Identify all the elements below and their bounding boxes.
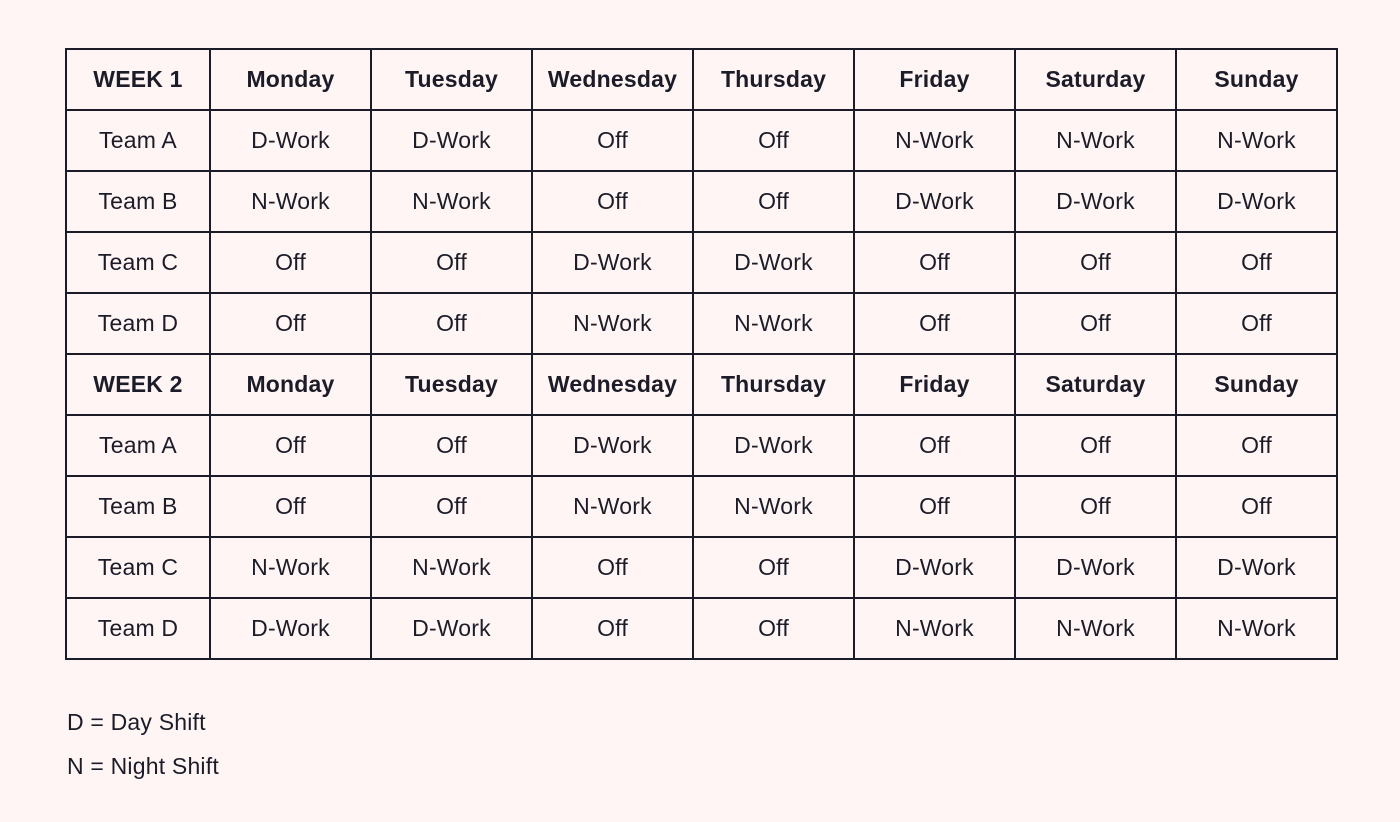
shift-cell: Off xyxy=(371,232,532,293)
day-header: Sunday xyxy=(1176,354,1337,415)
week-header-row xyxy=(66,354,1337,415)
week-label: WEEK 2 xyxy=(66,354,210,415)
shift-cell: Off xyxy=(854,232,1015,293)
shift-cell: Off xyxy=(693,110,854,171)
shift-cell: D-Work xyxy=(1015,171,1176,232)
shift-legend xyxy=(67,700,219,788)
team-name: Team A xyxy=(66,110,210,171)
shift-cell: Off xyxy=(1176,415,1337,476)
shift-cell: N-Work xyxy=(1015,110,1176,171)
team-name: Team B xyxy=(66,171,210,232)
shift-cell: N-Work xyxy=(693,293,854,354)
team-name: Team B xyxy=(66,476,210,537)
day-header: Friday xyxy=(854,49,1015,110)
day-header: Tuesday xyxy=(371,354,532,415)
shift-cell: D-Work xyxy=(210,598,371,659)
day-header: Tuesday xyxy=(371,49,532,110)
shift-cell: Off xyxy=(693,598,854,659)
day-header: Monday xyxy=(210,49,371,110)
shift-cell: D-Work xyxy=(210,110,371,171)
shift-schedule xyxy=(65,48,1338,660)
shift-cell: Off xyxy=(371,415,532,476)
shift-cell: Off xyxy=(1176,476,1337,537)
team-row xyxy=(66,415,1337,476)
shift-cell: N-Work xyxy=(371,171,532,232)
shift-cell: Off xyxy=(371,293,532,354)
shift-cell: Off xyxy=(854,415,1015,476)
shift-cell: D-Work xyxy=(693,232,854,293)
shift-cell: D-Work xyxy=(693,415,854,476)
legend-day-shift: D = Day Shift xyxy=(67,709,206,735)
shift-cell: N-Work xyxy=(532,476,693,537)
shift-cell: Off xyxy=(210,232,371,293)
team-row xyxy=(66,171,1337,232)
shift-cell: N-Work xyxy=(210,171,371,232)
shift-cell: Off xyxy=(210,476,371,537)
shift-cell: N-Work xyxy=(854,110,1015,171)
team-row xyxy=(66,598,1337,659)
day-header: Thursday xyxy=(693,49,854,110)
shift-cell: N-Work xyxy=(1015,598,1176,659)
day-header: Friday xyxy=(854,354,1015,415)
shift-cell: D-Work xyxy=(1015,537,1176,598)
shift-cell: Off xyxy=(854,476,1015,537)
team-name: Team D xyxy=(66,293,210,354)
shift-cell: D-Work xyxy=(854,537,1015,598)
shift-cell: Off xyxy=(532,110,693,171)
day-header: Thursday xyxy=(693,354,854,415)
shift-cell: N-Work xyxy=(1176,598,1337,659)
shift-cell: Off xyxy=(693,171,854,232)
day-header: Wednesday xyxy=(532,49,693,110)
shift-cell: Off xyxy=(532,537,693,598)
team-name: Team D xyxy=(66,598,210,659)
shift-cell: Off xyxy=(693,537,854,598)
team-name: Team A xyxy=(66,415,210,476)
shift-cell: Off xyxy=(532,598,693,659)
team-row xyxy=(66,537,1337,598)
shift-cell: Off xyxy=(1176,232,1337,293)
shift-cell: Off xyxy=(1176,293,1337,354)
team-name: Team C xyxy=(66,537,210,598)
shift-cell: D-Work xyxy=(1176,537,1337,598)
week-label: WEEK 1 xyxy=(66,49,210,110)
shift-cell: D-Work xyxy=(371,598,532,659)
day-header: Saturday xyxy=(1015,49,1176,110)
team-row xyxy=(66,110,1337,171)
shift-cell: N-Work xyxy=(532,293,693,354)
shift-cell: N-Work xyxy=(693,476,854,537)
shift-cell: D-Work xyxy=(1176,171,1337,232)
shift-cell: Off xyxy=(1015,415,1176,476)
shift-cell: Off xyxy=(210,293,371,354)
shift-cell: N-Work xyxy=(1176,110,1337,171)
shift-cell: D-Work xyxy=(532,415,693,476)
shift-cell: Off xyxy=(1015,476,1176,537)
shift-cell: N-Work xyxy=(371,537,532,598)
team-row xyxy=(66,476,1337,537)
day-header: Monday xyxy=(210,354,371,415)
day-header: Saturday xyxy=(1015,354,1176,415)
legend-night-shift: N = Night Shift xyxy=(67,753,219,779)
team-name: Team C xyxy=(66,232,210,293)
day-header: Sunday xyxy=(1176,49,1337,110)
shift-cell: D-Work xyxy=(854,171,1015,232)
shift-cell: D-Work xyxy=(532,232,693,293)
team-row xyxy=(66,232,1337,293)
shift-cell: Off xyxy=(210,415,371,476)
day-header: Wednesday xyxy=(532,354,693,415)
shift-cell: Off xyxy=(371,476,532,537)
shift-schedule-table xyxy=(65,48,1338,660)
shift-cell: D-Work xyxy=(371,110,532,171)
shift-cell: Off xyxy=(854,293,1015,354)
team-row xyxy=(66,293,1337,354)
shift-cell: N-Work xyxy=(210,537,371,598)
shift-cell: Off xyxy=(532,171,693,232)
shift-cell: Off xyxy=(1015,232,1176,293)
shift-cell: N-Work xyxy=(854,598,1015,659)
week-header-row xyxy=(66,49,1337,110)
shift-cell: Off xyxy=(1015,293,1176,354)
